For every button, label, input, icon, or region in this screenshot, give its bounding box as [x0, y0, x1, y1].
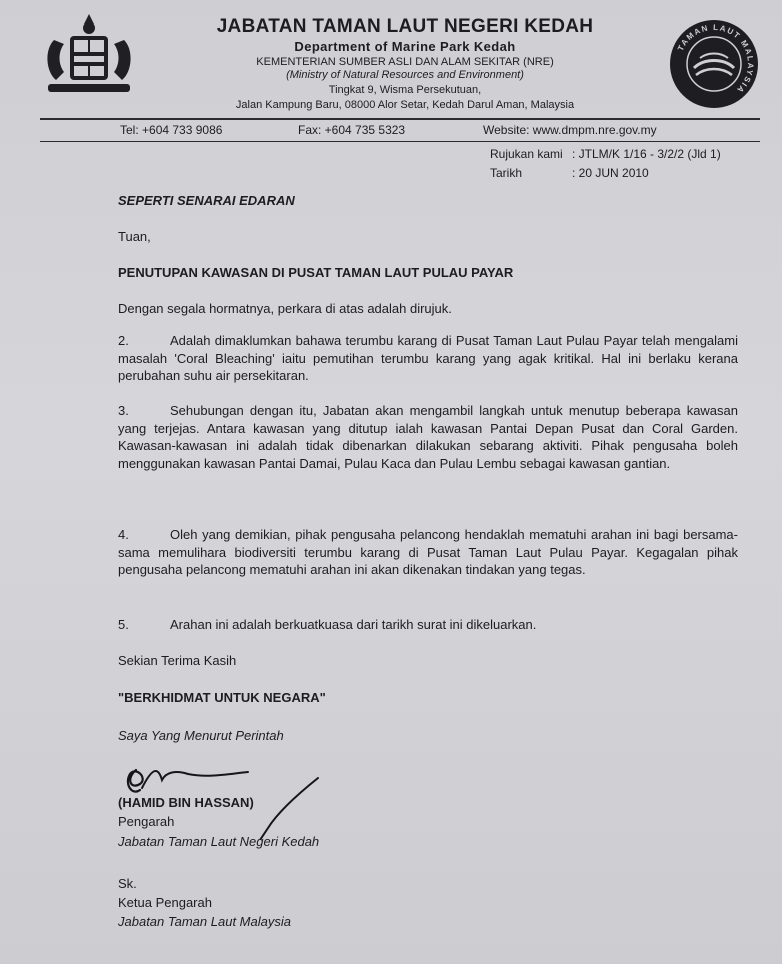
paragraph-4: [118, 526, 738, 579]
reference-label: Rujukan kami: [490, 147, 563, 161]
seal-text: TAMAN LAUT MALAYSIA: [675, 22, 756, 96]
address-line-1: Tingkat 9, Wisma Persekutuan,: [328, 84, 482, 96]
paragraph-text: Oleh yang demikian, pihak pengusaha pelancong hendaklah mematuhi arahan ini bagi bersama-sama memulihara biodiversiti terumbu karang di Pusat Taman Laut Pulau Payar. Kegagalan pihak pengusaha pelancong mematuhi arahan ini akan dikenakan tindakan yang tegas.: [118, 527, 738, 577]
paragraph-number: 4.: [118, 527, 129, 542]
date-value: : 20 JUN 2010: [572, 166, 649, 180]
intro-paragraph: Dengan segala hormatnya, perkara di atas adalah dirujuk.: [118, 301, 452, 316]
paragraph-number: 5.: [118, 617, 129, 632]
cc-title: Ketua Pengarah: [118, 895, 212, 910]
motto: "BERKHIDMAT UNTUK NEGARA": [118, 690, 326, 705]
paragraph-number: 2.: [118, 333, 129, 348]
paragraph-text: Arahan ini adalah berkuatkuasa dari tarikh surat ini dikeluarkan.: [170, 617, 537, 632]
signer-department: Jabatan Taman Laut Negeri Kedah: [118, 834, 320, 849]
marine-park-seal-icon: [668, 18, 760, 110]
subject-line: PENUTUPAN KAWASAN DI PUSAT TAMAN LAUT PULAU PAYAR: [118, 265, 514, 280]
obedient-line: Saya Yang Menurut Perintah: [118, 728, 284, 743]
contact-tel: Tel: +604 733 9086: [120, 123, 223, 137]
reference-value: : JTLM/K 1/16 - 3/2/2 (Jld 1): [572, 147, 721, 161]
cc-department: Jabatan Taman Laut Malaysia: [118, 914, 291, 929]
closing-thanks: Sekian Terima Kasih: [118, 653, 237, 668]
agency-name-malay: JABATAN TAMAN LAUT NEGERI KEDAH: [216, 16, 594, 37]
ministry-name-malay: KEMENTERIAN SUMBER ASLI DAN ALAM SEKITAR (NRE): [256, 56, 554, 68]
coat-of-arms-icon: [34, 10, 144, 98]
ministry-name-english: (Ministry of Natural Resources and Environment): [286, 69, 524, 81]
signer-name: (HAMID BIN HASSAN): [118, 795, 254, 810]
paragraph-text: Adalah dimaklumkan bahawa terumbu karang di Pusat Taman Laut Pulau Payar telah mengalami masalah 'Coral Bleaching' iaitu pemutihan terumbu karang yang agak kritikal. Hal ini berlaku kerana perubahan suhu air persekitaran.: [118, 333, 738, 383]
cc-label: Sk.: [118, 876, 137, 891]
paragraph-5: [118, 616, 738, 634]
paragraph-text: Sehubungan dengan itu, Jabatan akan mengambil langkah untuk menutup beberapa kawasan yang terjejas. Antara kawasan yang ditutup ialah kawasan Pantai Depan Pusat dan Coral Garden. Kawasan-kawasan ini adalah tidak dibenarkan dilakukan sebarang aktiviti. Pihak pengusaha boleh menggunakan kawasan Pantai Damai, Pulau Kaca dan Pulau Lembu sebagai kawasan gantian.: [118, 403, 738, 471]
date-label: Tarikh: [490, 166, 523, 180]
signer-title: Pengarah: [118, 814, 175, 829]
header-rule-bottom: [40, 141, 760, 142]
agency-name-english: Department of Marine Park Kedah: [294, 39, 516, 54]
reference-line: [490, 147, 721, 161]
date-line: [490, 166, 649, 180]
paragraph-2: [118, 332, 738, 385]
header-rule-top: [40, 118, 760, 120]
recipient: SEPERTI SENARAI EDARAN: [118, 193, 295, 208]
salutation: Tuan,: [118, 229, 151, 244]
letterhead: [150, 16, 660, 111]
address-line-2: Jalan Kampung Baru, 08000 Alor Setar, Kedah Darul Aman, Malaysia: [235, 99, 575, 111]
contact-fax: Fax: +604 735 5323: [298, 123, 406, 137]
paragraph-3: [118, 402, 738, 472]
paragraph-number: 3.: [118, 403, 129, 418]
contact-website: Website: www.dmpm.nre.gov.my: [483, 123, 657, 137]
